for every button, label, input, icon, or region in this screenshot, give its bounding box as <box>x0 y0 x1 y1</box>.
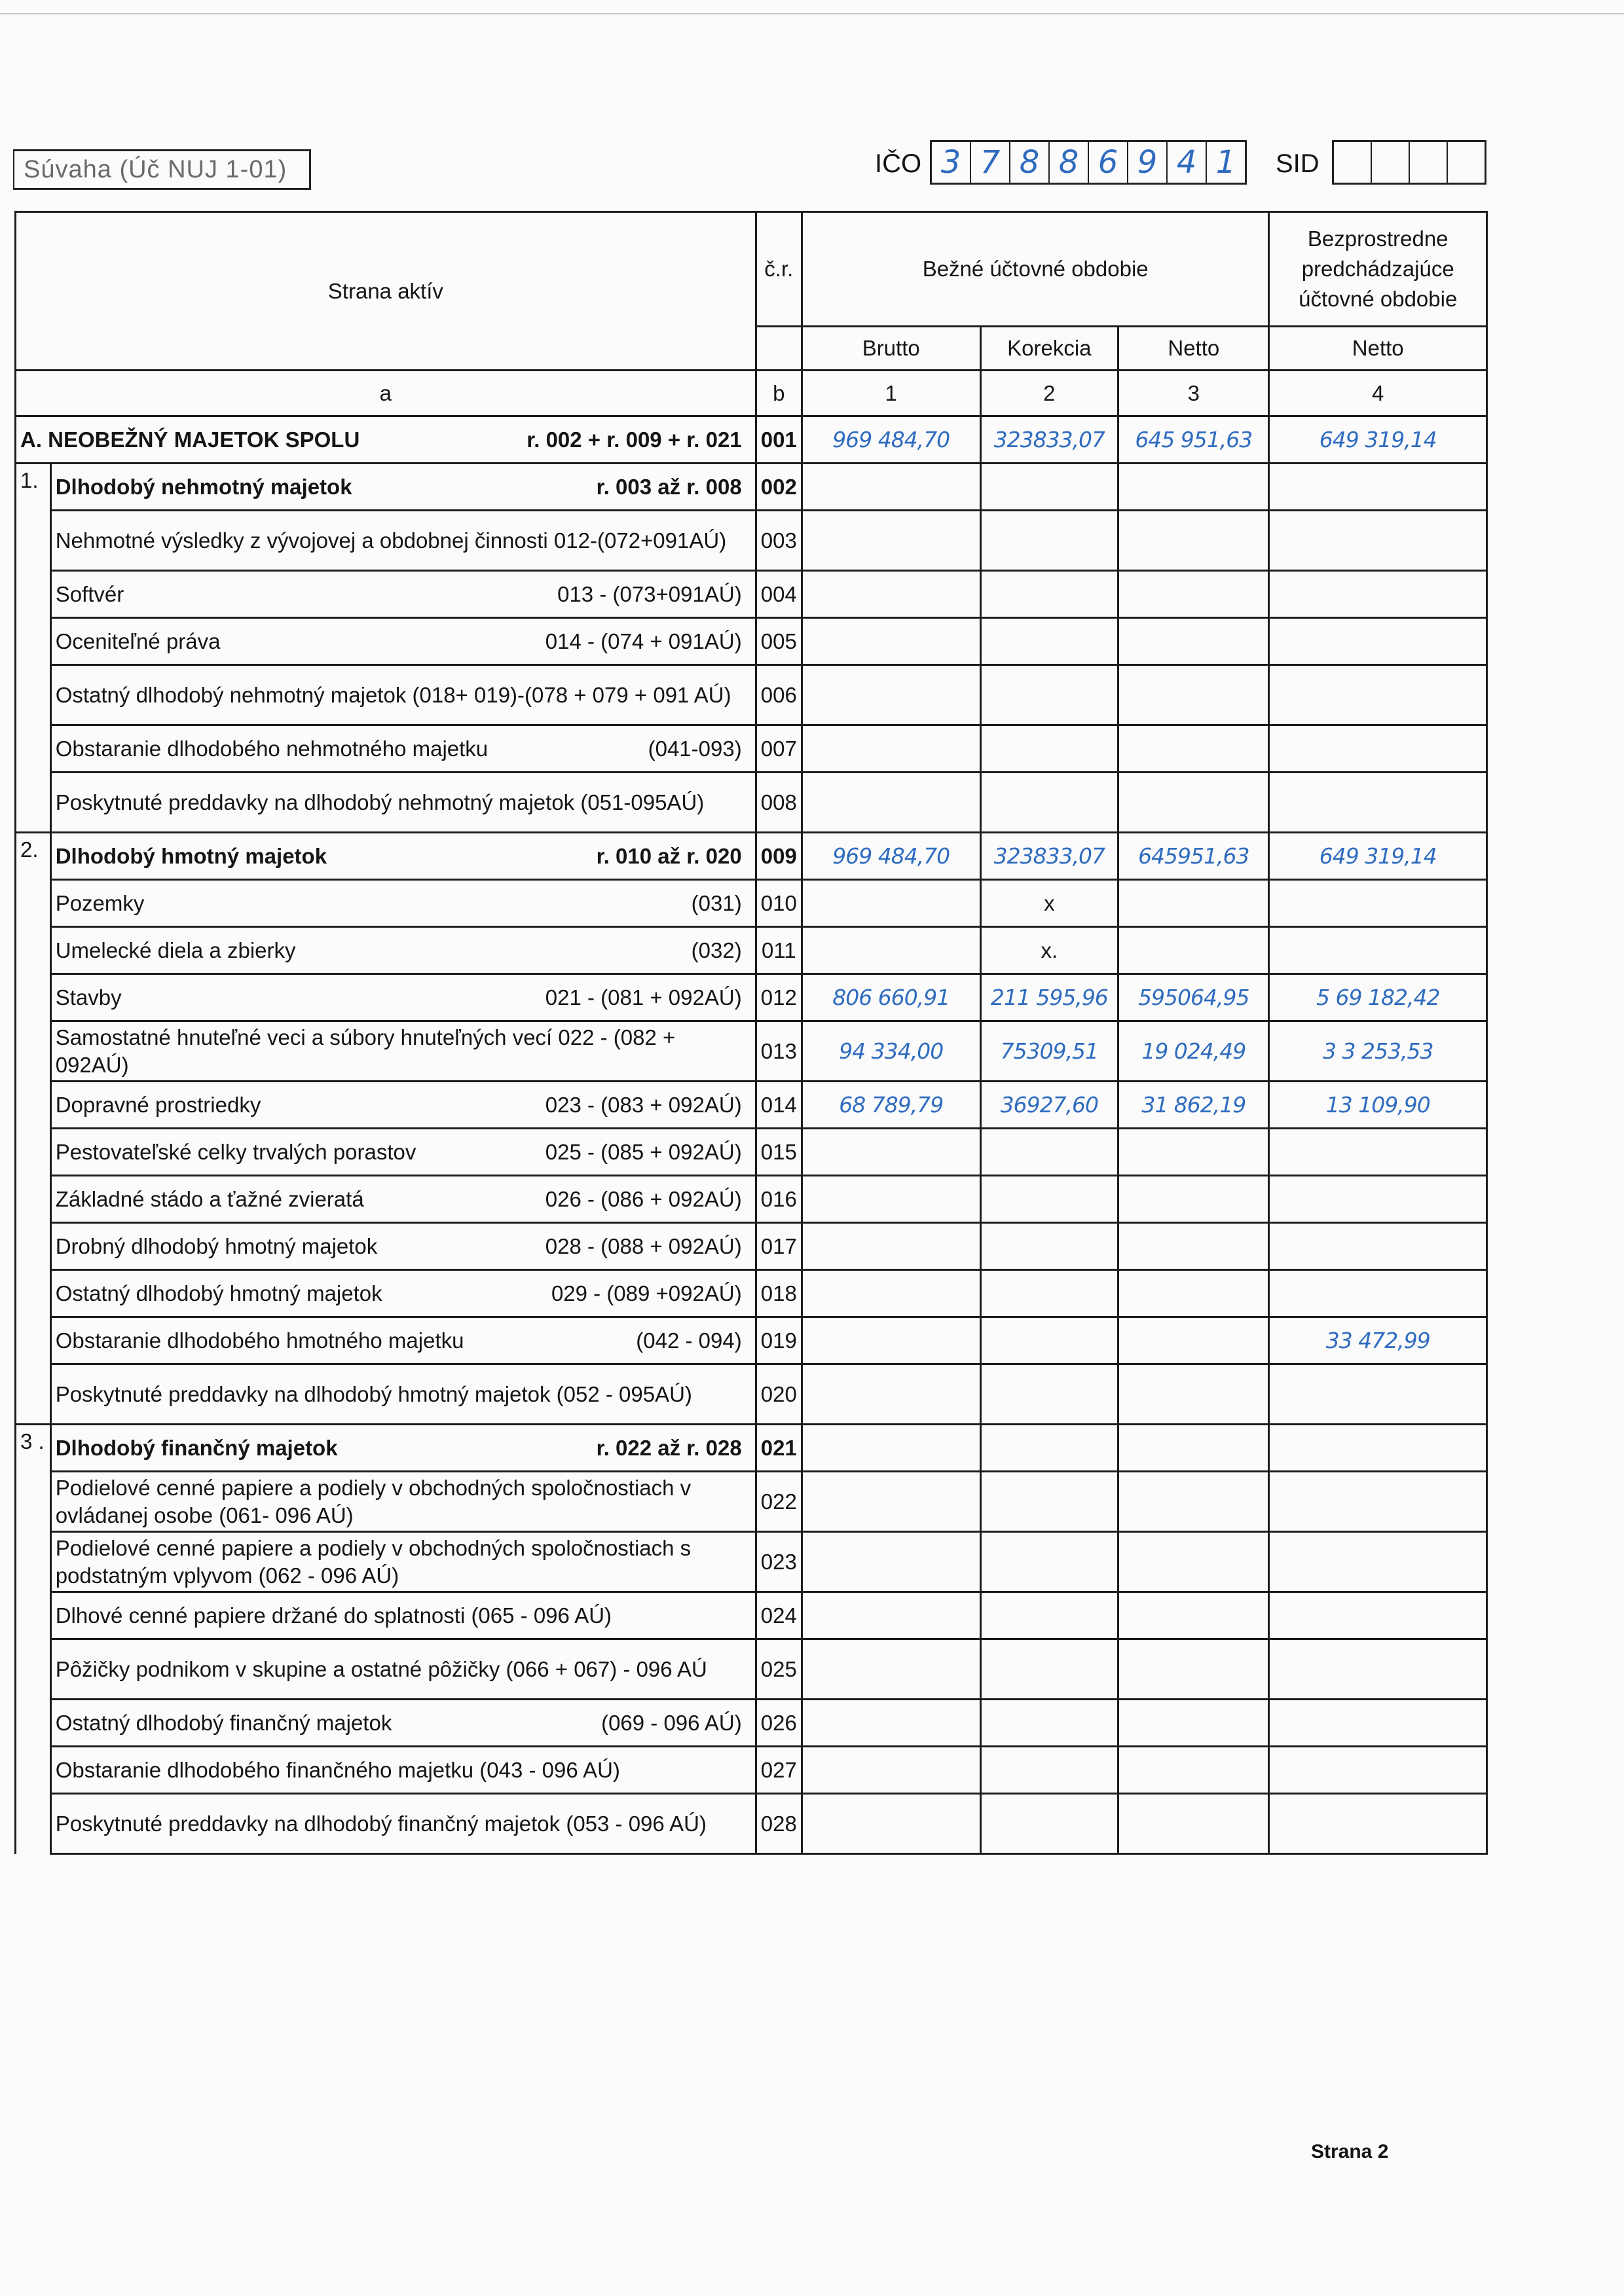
header-col-b: b <box>756 371 802 416</box>
row-label-text: Poskytnuté preddavky na dlhodobý hmotný majetok (052 - 095AÚ) <box>55 1381 692 1406</box>
value-cell-prior[interactable] <box>1269 665 1487 725</box>
value-cell-prior[interactable] <box>1269 1364 1487 1425</box>
ico-digit[interactable]: 3 <box>932 142 971 183</box>
row-label <box>50 464 756 511</box>
table-row <box>16 1270 1487 1317</box>
row-label-text: Pozemky <box>55 890 145 915</box>
value-cell-brutto[interactable] <box>802 1129 980 1176</box>
row-number: 024 <box>756 1592 802 1639</box>
section-number: 1. <box>16 464 51 833</box>
row-label <box>50 1472 756 1532</box>
table-row <box>16 665 1487 725</box>
value-cell-brutto[interactable]: 68 789,79 <box>802 1082 980 1129</box>
header-col-1: 1 <box>802 371 980 416</box>
row-label <box>50 665 756 725</box>
row-label <box>50 1592 756 1639</box>
value-cell-korekcia[interactable] <box>980 1532 1118 1592</box>
value-cell-prior[interactable] <box>1269 618 1487 665</box>
value-cell-brutto[interactable] <box>802 1794 980 1854</box>
table-row <box>16 1425 1487 1472</box>
value-cell-prior[interactable] <box>1269 511 1487 571</box>
row-label-text: Obstaranie dlhodobého nehmotného majetku <box>55 736 489 761</box>
row-formula: (041-093) <box>648 736 742 761</box>
row-number: 022 <box>756 1472 802 1532</box>
value-cell-netto[interactable] <box>1118 1364 1269 1425</box>
header-strana-aktiv: Strana aktív <box>16 212 756 371</box>
row-label <box>50 1747 756 1794</box>
row-label-text: Samostatné hnuteľné veci a súbory hnuteľných vecí 022 - (082 + 092AÚ) <box>55 1025 676 1077</box>
table-row <box>16 927 1487 974</box>
value-cell-netto[interactable]: 31 862,19 <box>1118 1082 1269 1129</box>
row-formula: 021 - (081 + 092AÚ) <box>545 985 742 1010</box>
value-cell-netto[interactable] <box>1118 927 1269 974</box>
row-label-text: Drobný dlhodobý hmotný majetok <box>55 1233 378 1258</box>
value-cell-prior[interactable] <box>1269 725 1487 773</box>
row-label <box>50 1700 756 1747</box>
row-formula: r. 022 až r. 028 <box>596 1435 742 1460</box>
row-number: 028 <box>756 1794 802 1854</box>
value-cell-prior[interactable] <box>1269 880 1487 927</box>
table-row <box>16 618 1487 665</box>
row-number: 017 <box>756 1223 802 1270</box>
row-label-text: Softvér <box>55 581 124 606</box>
value-cell-brutto[interactable] <box>802 1270 980 1317</box>
value-cell-netto[interactable]: 645951,63 <box>1118 833 1269 880</box>
row-label-text: A. NEOBEŽNÝ MAJETOK SPOLU <box>20 427 360 452</box>
header-netto-prior: Netto <box>1269 327 1487 371</box>
row-formula: 023 - (083 + 092AÚ) <box>545 1092 742 1117</box>
header-cr-blank <box>756 327 802 371</box>
value-cell-brutto[interactable] <box>802 571 980 618</box>
value-cell-netto[interactable] <box>1118 1223 1269 1270</box>
value-cell-brutto[interactable] <box>802 1425 980 1472</box>
value-cell-netto[interactable] <box>1118 725 1269 773</box>
row-number: 015 <box>756 1129 802 1176</box>
value-cell-netto[interactable] <box>1118 1700 1269 1747</box>
value-cell-korekcia[interactable] <box>980 1639 1118 1700</box>
row-number: 006 <box>756 665 802 725</box>
value-cell-brutto[interactable] <box>802 725 980 773</box>
row-label-text: Oceniteľné práva <box>55 629 221 653</box>
row-label-text: Dlhové cenné papiere držané do splatnosti (065 - 096 AÚ) <box>55 1603 612 1628</box>
row-label-text: Stavby <box>55 985 122 1010</box>
row-label <box>50 1270 756 1317</box>
table-row <box>16 833 1487 880</box>
value-cell-korekcia[interactable] <box>980 1223 1118 1270</box>
ico-digit[interactable]: 6 <box>1089 142 1128 183</box>
value-cell-netto[interactable] <box>1118 1317 1269 1364</box>
row-number: 001 <box>756 416 802 464</box>
value-cell-netto[interactable] <box>1118 1270 1269 1317</box>
value-cell-prior[interactable] <box>1269 1223 1487 1270</box>
row-label <box>50 571 756 618</box>
row-label <box>50 1129 756 1176</box>
row-label <box>50 1176 756 1223</box>
row-label <box>50 1425 756 1472</box>
value-cell-korekcia[interactable]: 211 595,96 <box>980 974 1118 1021</box>
value-cell-netto[interactable] <box>1118 1472 1269 1532</box>
header-row-index <box>16 371 1487 416</box>
table-row <box>16 464 1487 511</box>
ico-label: IČO <box>875 149 922 178</box>
row-number: 007 <box>756 725 802 773</box>
header-current-period: Bežné účtovné obdobie <box>802 212 1269 327</box>
table-row <box>16 773 1487 833</box>
value-cell-netto[interactable] <box>1118 1532 1269 1592</box>
value-cell-prior[interactable]: 33 472,99 <box>1269 1317 1487 1364</box>
value-cell-brutto[interactable] <box>802 1472 980 1532</box>
table-row <box>16 1223 1487 1270</box>
value-cell-brutto[interactable] <box>802 880 980 927</box>
row-label <box>50 927 756 974</box>
value-cell-brutto[interactable] <box>802 1700 980 1747</box>
row-label <box>50 1532 756 1592</box>
row-label <box>50 1223 756 1270</box>
row-label <box>50 880 756 927</box>
row-label <box>50 974 756 1021</box>
row-label <box>16 416 756 464</box>
section-number: 2. <box>16 833 51 1425</box>
section-number: 3 . <box>16 1425 51 1854</box>
value-cell-netto[interactable] <box>1118 511 1269 571</box>
row-label-text: Pestovateľské celky trvalých porastov <box>55 1139 416 1164</box>
row-label-text: Dlhodobý hmotný majetok <box>55 843 327 868</box>
header-netto: Netto <box>1118 327 1269 371</box>
value-cell-korekcia[interactable] <box>980 1129 1118 1176</box>
row-number: 014 <box>756 1082 802 1129</box>
sid-digit[interactable] <box>1334 142 1372 183</box>
sid-digit[interactable] <box>1448 142 1485 183</box>
value-cell-netto[interactable] <box>1118 665 1269 725</box>
table-row <box>16 416 1487 464</box>
value-cell-korekcia[interactable]: 323833,07 <box>980 416 1118 464</box>
value-cell-korekcia[interactable]: 323833,07 <box>980 833 1118 880</box>
value-cell-prior[interactable] <box>1269 1747 1487 1794</box>
row-number: 020 <box>756 1364 802 1425</box>
value-cell-prior[interactable] <box>1269 1794 1487 1854</box>
value-cell-brutto[interactable] <box>802 1176 980 1223</box>
row-label-text: Dopravné prostriedky <box>55 1092 261 1117</box>
ico-digit[interactable]: 7 <box>971 142 1010 183</box>
table-row <box>16 1747 1487 1794</box>
value-cell-prior[interactable] <box>1269 1425 1487 1472</box>
row-number: 026 <box>756 1700 802 1747</box>
row-formula: 025 - (085 + 092AÚ) <box>545 1139 742 1164</box>
value-cell-korekcia[interactable] <box>980 1472 1118 1532</box>
table-row <box>16 1592 1487 1639</box>
row-label <box>50 511 756 571</box>
value-cell-brutto[interactable] <box>802 927 980 974</box>
value-cell-prior[interactable] <box>1269 1129 1487 1176</box>
row-label-text: Obstaranie dlhodobého hmotného majetku <box>55 1328 464 1353</box>
value-cell-korekcia[interactable]: 75309,51 <box>980 1021 1118 1082</box>
row-number: 021 <box>756 1425 802 1472</box>
value-cell-netto[interactable] <box>1118 571 1269 618</box>
value-cell-prior[interactable] <box>1269 773 1487 833</box>
value-cell-korekcia[interactable]: x <box>980 880 1118 927</box>
row-number: 019 <box>756 1317 802 1364</box>
row-formula: r. 010 až r. 020 <box>596 843 742 868</box>
row-label-text: Ostatný dlhodobý finančný majetok <box>55 1710 392 1735</box>
row-number: 008 <box>756 773 802 833</box>
row-formula: 026 - (086 + 092AÚ) <box>545 1186 742 1211</box>
row-label <box>50 725 756 773</box>
row-label-text: Ostatný dlhodobý nehmotný majetok (018+ 019)-(078 + 079 + 091 AÚ) <box>55 682 731 707</box>
row-formula: 029 - (089 +092AÚ) <box>551 1281 742 1305</box>
row-label-text: Základné stádo a ťažné zvieratá <box>55 1186 364 1211</box>
row-label <box>50 1317 756 1364</box>
value-cell-netto[interactable] <box>1118 618 1269 665</box>
table-row <box>16 1021 1487 1082</box>
value-cell-prior[interactable] <box>1269 571 1487 618</box>
value-cell-brutto[interactable]: 969 484,70 <box>802 416 980 464</box>
value-cell-netto[interactable] <box>1118 1747 1269 1794</box>
value-cell-prior[interactable] <box>1269 1176 1487 1223</box>
row-label <box>50 618 756 665</box>
value-cell-korekcia[interactable] <box>980 725 1118 773</box>
row-formula: 013 - (073+091AÚ) <box>557 581 742 606</box>
header-col-4: 4 <box>1269 371 1487 416</box>
form-label: Súvaha (Úč NUJ 1-01) <box>13 149 311 190</box>
row-label-text: Ostatný dlhodobý hmotný majetok <box>55 1281 382 1305</box>
value-cell-korekcia[interactable] <box>980 1747 1118 1794</box>
row-label-text: Podielové cenné papiere a podiely v obchodných spoločnostiach s podstatným vplyvom (062 - 096 AÚ) <box>55 1535 692 1588</box>
table-row <box>16 974 1487 1021</box>
value-cell-netto[interactable] <box>1118 1592 1269 1639</box>
header-col-a: a <box>16 371 756 416</box>
row-number: 012 <box>756 974 802 1021</box>
table-row <box>16 1794 1487 1854</box>
balance-sheet-assets-table <box>14 211 1488 1855</box>
value-cell-korekcia[interactable] <box>980 1270 1118 1317</box>
row-formula: r. 003 až r. 008 <box>596 474 742 499</box>
value-cell-prior[interactable] <box>1269 1592 1487 1639</box>
row-number: 013 <box>756 1021 802 1082</box>
value-cell-brutto[interactable] <box>802 1223 980 1270</box>
row-number: 010 <box>756 880 802 927</box>
value-cell-netto[interactable]: 595064,95 <box>1118 974 1269 1021</box>
row-label <box>50 1082 756 1129</box>
table-row <box>16 1364 1487 1425</box>
row-label <box>50 833 756 880</box>
table-row <box>16 725 1487 773</box>
row-label <box>50 773 756 833</box>
value-cell-netto[interactable] <box>1118 1425 1269 1472</box>
table-row <box>16 1472 1487 1532</box>
table-row <box>16 1700 1487 1747</box>
value-cell-korekcia[interactable] <box>980 464 1118 511</box>
value-cell-brutto[interactable] <box>802 1592 980 1639</box>
row-formula: (042 - 094) <box>636 1328 742 1353</box>
row-label-text: Podielové cenné papiere a podiely v obchodných spoločnostiach v ovládanej osobe (061- 096 AÚ) <box>55 1475 692 1527</box>
value-cell-korekcia[interactable] <box>980 1592 1118 1639</box>
row-formula: r. 002 + r. 009 + r. 021 <box>526 427 742 452</box>
row-label-text: Nehmotné výsledky z vývojovej a obdobnej činnosti 012-(072+091AÚ) <box>55 528 727 553</box>
value-cell-prior[interactable]: 13 109,90 <box>1269 1082 1487 1129</box>
value-cell-brutto[interactable] <box>802 1639 980 1700</box>
row-label-text: Dlhodobý finančný majetok <box>55 1435 338 1460</box>
header-col-2: 2 <box>980 371 1118 416</box>
sid-digit[interactable] <box>1372 142 1410 183</box>
row-label-text: Poskytnuté preddavky na dlhodobý finančný majetok (053 - 096 AÚ) <box>55 1811 707 1836</box>
value-cell-korekcia[interactable] <box>980 1364 1118 1425</box>
value-cell-prior[interactable]: 3 3 253,53 <box>1269 1021 1487 1082</box>
ico-digit[interactable]: 1 <box>1215 144 1236 181</box>
value-cell-prior[interactable]: 649 319,14 <box>1269 416 1487 464</box>
value-cell-netto[interactable]: 645 951,63 <box>1118 416 1269 464</box>
ico-field[interactable] <box>930 140 1247 185</box>
value-cell-korekcia[interactable] <box>980 665 1118 725</box>
row-label <box>50 1021 756 1082</box>
header-prior-period: Bezprostredne predchádzajúce účtovné obdobie <box>1269 212 1487 327</box>
row-label-text: Pôžičky podnikom v skupine a ostatné pôžičky (066 + 067) - 096 AÚ <box>55 1656 707 1681</box>
row-formula: 028 - (088 + 092AÚ) <box>545 1233 742 1258</box>
row-number: 016 <box>756 1176 802 1223</box>
table-row <box>16 511 1487 571</box>
value-cell-prior[interactable]: 649 319,14 <box>1269 833 1487 880</box>
sid-digit[interactable] <box>1410 142 1448 183</box>
header-col-3: 3 <box>1118 371 1269 416</box>
value-cell-korekcia[interactable] <box>980 511 1118 571</box>
sid-field[interactable] <box>1332 140 1486 185</box>
value-cell-prior[interactable] <box>1269 1700 1487 1747</box>
value-cell-brutto[interactable]: 969 484,70 <box>802 833 980 880</box>
row-number: 003 <box>756 511 802 571</box>
value-cell-brutto[interactable] <box>802 464 980 511</box>
value-cell-prior[interactable] <box>1269 1270 1487 1317</box>
header-row-main <box>16 212 1487 327</box>
value-cell-netto[interactable] <box>1118 880 1269 927</box>
value-cell-brutto[interactable]: 806 660,91 <box>802 974 980 1021</box>
value-cell-brutto[interactable] <box>802 511 980 571</box>
value-cell-netto[interactable] <box>1118 1794 1269 1854</box>
value-cell-netto[interactable] <box>1118 1176 1269 1223</box>
row-formula: 014 - (074 + 091AÚ) <box>545 629 742 653</box>
row-number: 023 <box>756 1532 802 1592</box>
value-cell-prior[interactable] <box>1269 464 1487 511</box>
ico-digit[interactable]: 8 <box>1050 142 1089 183</box>
row-number: 002 <box>756 464 802 511</box>
value-cell-brutto[interactable] <box>802 773 980 833</box>
table-row <box>16 880 1487 927</box>
table-row <box>16 1317 1487 1364</box>
row-label <box>50 1639 756 1700</box>
value-cell-korekcia[interactable] <box>980 1425 1118 1472</box>
header-cr: č.r. <box>756 212 802 327</box>
value-cell-prior[interactable] <box>1269 1532 1487 1592</box>
value-cell-brutto[interactable] <box>802 618 980 665</box>
row-label <box>50 1364 756 1425</box>
row-number: 009 <box>756 833 802 880</box>
row-formula: (032) <box>691 938 742 962</box>
value-cell-korekcia[interactable] <box>980 1317 1118 1364</box>
row-label <box>50 1794 756 1854</box>
value-cell-prior[interactable] <box>1269 1639 1487 1700</box>
value-cell-prior[interactable]: 5 69 182,42 <box>1269 974 1487 1021</box>
value-cell-netto[interactable] <box>1118 1129 1269 1176</box>
row-formula: (031) <box>691 890 742 915</box>
value-cell-brutto[interactable] <box>802 1364 980 1425</box>
row-label-text: Obstaranie dlhodobého finančného majetku (043 - 096 AÚ) <box>55 1757 620 1782</box>
row-number: 018 <box>756 1270 802 1317</box>
row-number: 011 <box>756 927 802 974</box>
row-label-text: Dlhodobý nehmotný majetok <box>55 474 352 499</box>
ico-digit[interactable]: 4 <box>1168 142 1207 183</box>
value-cell-netto[interactable]: 19 024,49 <box>1118 1021 1269 1082</box>
ico-digit[interactable]: 8 <box>1010 142 1050 183</box>
page-number: Strana 2 <box>1311 2141 1389 2162</box>
row-number: 004 <box>756 571 802 618</box>
row-number: 025 <box>756 1639 802 1700</box>
value-cell-korekcia[interactable] <box>980 1700 1118 1747</box>
table-row <box>16 1176 1487 1223</box>
value-cell-brutto[interactable]: 94 334,00 <box>802 1021 980 1082</box>
row-number: 027 <box>756 1747 802 1794</box>
row-label-text: Poskytnuté preddavky na dlhodobý nehmotný majetok (051-095AÚ) <box>55 790 705 814</box>
table-row <box>16 1639 1487 1700</box>
header-brutto: Brutto <box>802 327 980 371</box>
sid-label: SID <box>1276 149 1320 178</box>
value-cell-brutto[interactable] <box>802 1747 980 1794</box>
value-cell-prior[interactable] <box>1269 927 1487 974</box>
value-cell-korekcia[interactable]: 36927,60 <box>980 1082 1118 1129</box>
value-cell-korekcia[interactable]: x. <box>980 927 1118 974</box>
value-cell-brutto[interactable] <box>802 1317 980 1364</box>
value-cell-korekcia[interactable] <box>980 618 1118 665</box>
value-cell-korekcia[interactable] <box>980 1176 1118 1223</box>
value-cell-brutto[interactable] <box>802 665 980 725</box>
value-cell-brutto[interactable] <box>802 1532 980 1592</box>
value-cell-netto[interactable] <box>1118 464 1269 511</box>
value-cell-korekcia[interactable] <box>980 773 1118 833</box>
header-korekcia: Korekcia <box>980 327 1118 371</box>
value-cell-netto[interactable] <box>1118 1639 1269 1700</box>
table-row <box>16 1129 1487 1176</box>
ico-digit[interactable]: 9 <box>1128 142 1168 183</box>
row-label-text: Umelecké diela a zbierky <box>55 938 296 962</box>
value-cell-korekcia[interactable] <box>980 571 1118 618</box>
row-formula: (069 - 096 AÚ) <box>601 1710 742 1735</box>
row-number: 005 <box>756 618 802 665</box>
scan-edge-line <box>0 13 1624 14</box>
value-cell-korekcia[interactable] <box>980 1794 1118 1854</box>
value-cell-netto[interactable] <box>1118 773 1269 833</box>
table-row <box>16 571 1487 618</box>
table-row <box>16 1532 1487 1592</box>
table-row <box>16 1082 1487 1129</box>
value-cell-prior[interactable] <box>1269 1472 1487 1532</box>
